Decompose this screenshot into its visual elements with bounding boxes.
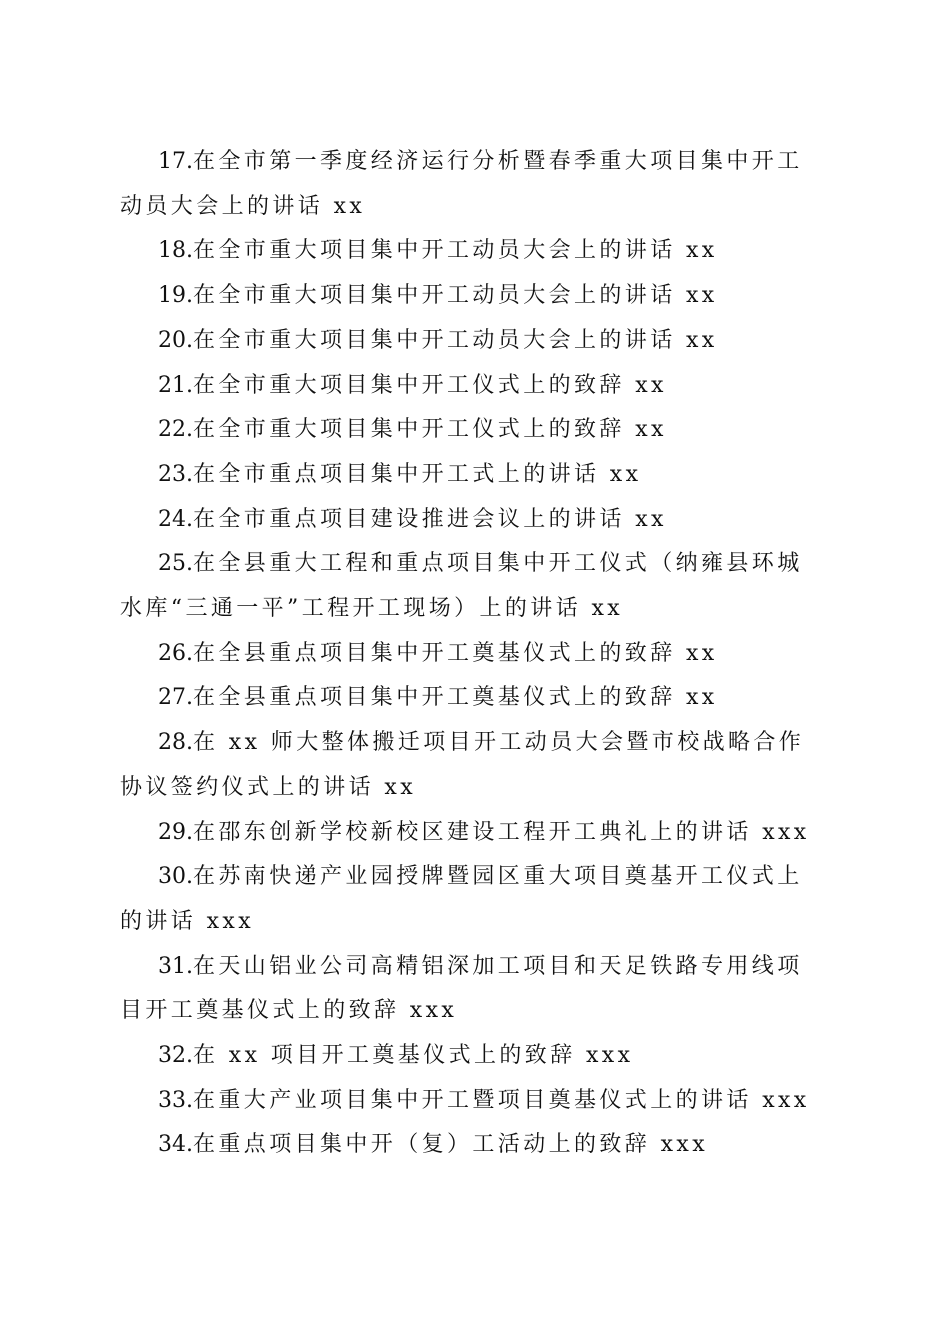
list-item xyxy=(120,542,825,631)
item-title: 在重点项目集中开（复）工活动上的致辞 xxx xyxy=(193,1132,709,1158)
list-item xyxy=(120,945,825,1034)
item-title: 在 xx 项目开工奠基仪式上的致辞 xxx xyxy=(193,1043,634,1069)
list-item xyxy=(120,364,825,409)
item-number: 28. xyxy=(158,730,193,756)
list-item xyxy=(120,1123,825,1168)
item-number: 20. xyxy=(158,327,193,353)
list-item xyxy=(120,498,825,543)
list-item xyxy=(120,721,825,810)
item-number: 25. xyxy=(158,551,193,577)
item-number: 30. xyxy=(158,864,193,890)
item-title: 在全市重点项目集中开工式上的讲话 xx xyxy=(193,461,642,487)
item-title: 在全市第一季度经济运行分析暨春季重大项目集中开工动员大会上的讲话 xx xyxy=(120,149,803,219)
item-title: 在全市重大项目集中开工仪式上的致辞 xx xyxy=(193,417,667,443)
item-number: 21. xyxy=(158,372,193,398)
item-number: 26. xyxy=(158,640,193,666)
list-item xyxy=(120,408,825,453)
item-title: 在 xx 师大整体搬迁项目开工动员大会暨市校战略合作协议签约仪式上的讲话 xx xyxy=(120,730,805,800)
item-title: 在邵东创新学校新校区建设工程开工典礼上的讲话 xxx xyxy=(193,819,810,845)
toc-list xyxy=(120,140,825,1168)
list-item xyxy=(120,1079,825,1124)
list-item xyxy=(120,229,825,274)
item-title: 在天山铝业公司高精铝深加工项目和天足铁路专用线项目开工奠基仪式上的致辞 xxx xyxy=(120,953,803,1024)
item-title: 在全县重大工程和重点项目集中开工仪式（纳雍县环城水库“三通一平”工程开工现场）上的讲话 xx xyxy=(120,551,803,622)
item-number: 34. xyxy=(158,1132,193,1158)
item-title: 在全县重点项目集中开工奠基仪式上的致辞 xx xyxy=(193,685,718,711)
item-number: 29. xyxy=(158,819,193,845)
item-number: 19. xyxy=(158,283,193,309)
item-title: 在全市重大项目集中开工动员大会上的讲话 xx xyxy=(193,327,718,353)
item-number: 31. xyxy=(158,953,193,979)
item-number: 17. xyxy=(158,149,193,174)
list-item xyxy=(120,811,825,856)
item-number: 33. xyxy=(158,1087,193,1113)
item-title: 在全县重点项目集中开工奠基仪式上的致辞 xx xyxy=(193,640,718,666)
item-title: 在全市重大项目集中开工动员大会上的讲话 xx xyxy=(193,238,718,264)
item-number: 23. xyxy=(158,461,193,487)
item-title: 在全市重大项目集中开工仪式上的致辞 xx xyxy=(193,372,667,398)
list-item xyxy=(120,1034,825,1079)
list-item xyxy=(120,319,825,364)
list-item xyxy=(120,855,825,944)
list-item xyxy=(120,274,825,319)
list-item xyxy=(120,676,825,721)
list-item xyxy=(120,140,825,229)
item-number: 22. xyxy=(158,417,193,443)
item-number: 24. xyxy=(158,506,193,532)
item-title: 在重大产业项目集中开工暨项目奠基仪式上的讲话 xxx xyxy=(193,1087,810,1113)
item-title: 在全市重大项目集中开工动员大会上的讲话 xx xyxy=(193,283,718,309)
list-item xyxy=(120,453,825,498)
item-title: 在苏南快递产业园授牌暨园区重大项目奠基开工仪式上的讲话 xxx xyxy=(120,864,803,934)
list-item xyxy=(120,632,825,677)
item-number: 32. xyxy=(158,1043,193,1069)
item-number: 18. xyxy=(158,238,193,264)
item-number: 27. xyxy=(158,685,193,711)
item-title: 在全市重点项目建设推进会议上的讲话 xx xyxy=(193,506,667,532)
